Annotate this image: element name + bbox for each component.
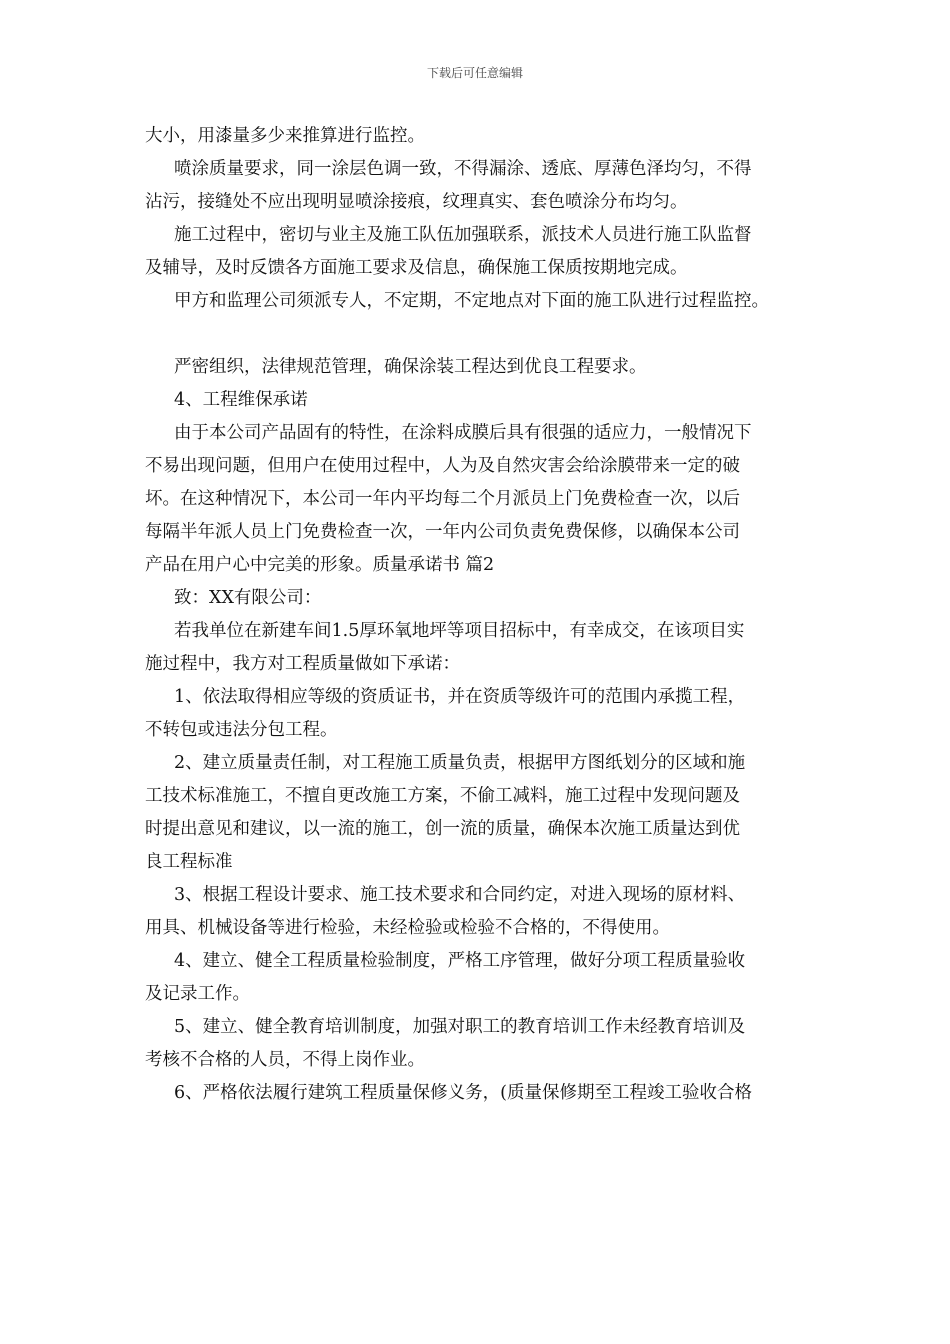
text-line: 施工过程中，密切与业主及施工队伍加强联系，派技术人员进行施工队监督 — [174, 225, 752, 245]
text-line: 5、建立、健全教育培训制度，加强对职工的教育培训工作未经教育培训及 — [174, 1017, 746, 1037]
page-header: 下载后可任意编辑 — [426, 66, 523, 80]
text-line: 每隔半年派人员上门免费检查一次，一年内公司负责免费保修，以确保本公司 — [145, 522, 740, 542]
text-line: 严密组织，法律规范管理，确保涂装工程达到优良工程要求。 — [174, 357, 647, 377]
text-line: 6、严格依法履行建筑工程质量保修义务，(质量保修期至工程竣工验收合格 — [174, 1083, 752, 1103]
text-line: 施过程中，我方对工程质量做如下承诺： — [145, 654, 460, 674]
text-line: 若我单位在新建车间1.5厚环氧地坪等项目招标中，有幸成交，在该项目实 — [174, 621, 745, 641]
text-line: 考核不合格的人员，不得上岗作业。 — [145, 1050, 425, 1070]
text-line: 1、依法取得相应等级的资质证书，并在资质等级许可的范围内承揽工程， — [174, 687, 746, 707]
text-line: 由于本公司产品固有的特性，在涂料成膜后具有很强的适应力，一般情况下 — [174, 423, 752, 443]
text-line: 甲方和监理公司须派专人，不定期，不定地点对下面的施工队进行过程监控。 — [174, 291, 769, 311]
text-line: 良工程标准 — [145, 852, 233, 872]
text-line: 3、根据工程设计要求、施工技术要求和合同约定，对进入现场的原材料、 — [174, 885, 746, 905]
text-line: 4、工程维保承诺 — [174, 390, 308, 410]
text-line: 2、建立质量责任制，对工程施工质量负责，根据甲方图纸划分的区域和施 — [174, 753, 746, 773]
text-line: 产品在用户心中完美的形象。质量承诺书 篇2 — [145, 555, 495, 575]
blank-line — [145, 318, 815, 351]
text-line: 坏。在这种情况下，本公司一年内平均每二个月派员上门免费检查一次，以后 — [145, 489, 740, 509]
text-line: 及辅导，及时反馈各方面施工要求及信息，确保施工保质按期地完成。 — [145, 258, 688, 278]
text-line: 时提出意见和建议，以一流的施工，创一流的质量，确保本次施工质量达到优 — [145, 819, 740, 839]
text-line: 沾污，接缝处不应出现明显喷涂接痕，纹理真实、套色喷涂分布均匀。 — [145, 192, 688, 212]
text-line: 致：XX有限公司： — [174, 588, 322, 608]
text-line: 不转包或违法分包工程。 — [145, 720, 338, 740]
text-line: 及记录工作。 — [145, 984, 250, 1004]
text-line: 不易出现问题，但用户在使用过程中，人为及自然灾害会给涂膜带来一定的破 — [145, 456, 740, 476]
text-line: 用具、机械设备等进行检验，未经检验或检验不合格的，不得使用。 — [145, 918, 670, 938]
text-line: 大小，用漆量多少来推算进行监控。 — [145, 126, 425, 146]
document-body — [145, 120, 815, 1110]
text-line: 工技术标准施工，不擅自更改施工方案，不偷工减料，施工过程中发现问题及 — [145, 786, 740, 806]
text-line: 喷涂质量要求，同一涂层色调一致，不得漏涂、透底、厚薄色泽均匀，不得 — [174, 159, 752, 179]
text-line: 4、建立、健全工程质量检验制度，严格工序管理，做好分项工程质量验收 — [174, 951, 746, 971]
